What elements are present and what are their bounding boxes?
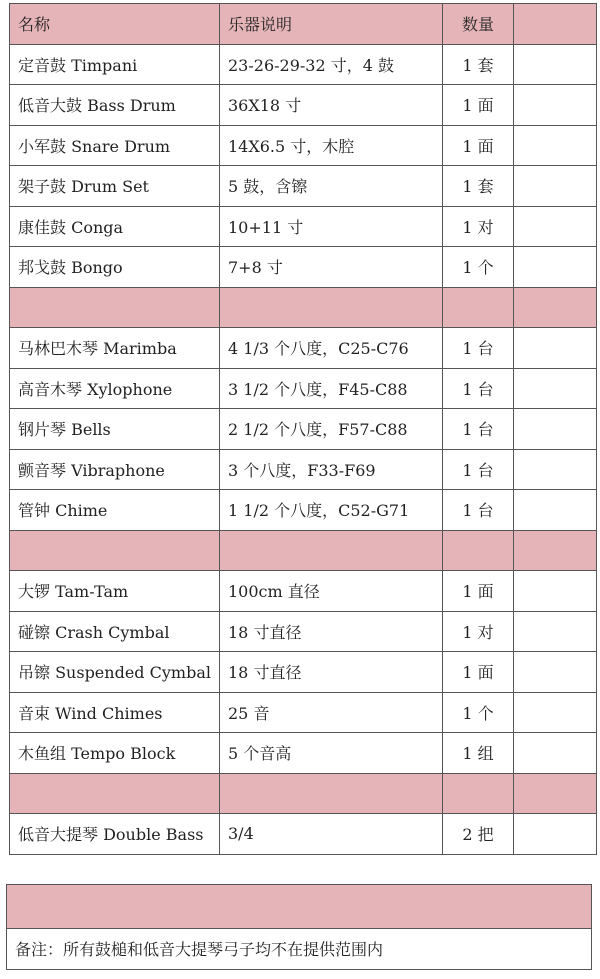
instrument-desc: 36X18 寸 (220, 85, 443, 126)
instrument-table-body (10, 4, 597, 855)
instrument-qty: 1 个 (443, 692, 514, 733)
empty-cell (514, 247, 597, 288)
instrument-name: 邦戈鼓 Bongo (10, 247, 220, 288)
empty-cell (514, 206, 597, 247)
instrument-desc: 5 个音高 (220, 733, 443, 774)
instrument-qty: 1 组 (443, 733, 514, 774)
section-divider-cell (220, 530, 443, 571)
instrument-qty: 1 面 (443, 85, 514, 126)
section-divider-cell (10, 287, 220, 328)
instrument-qty: 2 把 (443, 814, 514, 855)
instrument-name: 低音大提琴 Double Bass (10, 814, 220, 855)
header-row (10, 4, 597, 45)
table-row (10, 571, 597, 612)
instrument-desc: 2 1/2 个八度，F57-C88 (220, 409, 443, 450)
section-divider (10, 773, 597, 814)
section-divider (10, 287, 597, 328)
note-box (6, 884, 592, 970)
table-row (10, 247, 597, 288)
instrument-name: 吊镲 Suspended Cymbal (10, 652, 220, 693)
section-divider-cell (220, 287, 443, 328)
instrument-name: 碰镲 Crash Cymbal (10, 611, 220, 652)
instrument-desc: 4 1/3 个八度，C25-C76 (220, 328, 443, 369)
section-divider-cell (514, 530, 597, 571)
table-row (10, 44, 597, 85)
instrument-desc: 18 寸直径 (220, 611, 443, 652)
empty-cell (514, 125, 597, 166)
table-row (10, 206, 597, 247)
instrument-name: 钢片琴 Bells (10, 409, 220, 450)
section-divider (10, 530, 597, 571)
table-row (10, 652, 597, 693)
empty-cell (514, 814, 597, 855)
instrument-qty: 1 台 (443, 368, 514, 409)
instrument-qty: 1 台 (443, 449, 514, 490)
instrument-qty: 1 台 (443, 490, 514, 531)
instrument-desc: 3 个八度，F33-F69 (220, 449, 443, 490)
instrument-desc: 100cm 直径 (220, 571, 443, 612)
empty-cell (514, 611, 597, 652)
instrument-qty: 1 面 (443, 125, 514, 166)
empty-cell (514, 490, 597, 531)
instrument-desc: 18 寸直径 (220, 652, 443, 693)
table-row (10, 368, 597, 409)
header-desc: 乐器说明 (220, 4, 443, 45)
instrument-name: 定音鼓 Timpani (10, 44, 220, 85)
instrument-desc: 14X6.5 寸，木腔 (220, 125, 443, 166)
instrument-qty: 1 套 (443, 166, 514, 207)
instrument-qty: 1 对 (443, 611, 514, 652)
section-divider-cell (514, 773, 597, 814)
table-row (10, 449, 597, 490)
instrument-desc: 23-26-29-32 寸，4 鼓 (220, 44, 443, 85)
table-row (10, 733, 597, 774)
instrument-desc: 5 鼓，含镲 (220, 166, 443, 207)
instrument-name: 马林巴木琴 Marimba (10, 328, 220, 369)
header-name: 名称 (10, 4, 220, 45)
section-divider-cell (443, 530, 514, 571)
section-divider-cell (10, 530, 220, 571)
empty-cell (514, 409, 597, 450)
instrument-name: 木鱼组 Tempo Block (10, 733, 220, 774)
section-divider-cell (10, 773, 220, 814)
note-text: 备注：所有鼓槌和低音大提琴弓子均不在提供范围内 (15, 940, 384, 959)
empty-cell (514, 328, 597, 369)
section-divider-cell (220, 773, 443, 814)
table-row (10, 490, 597, 531)
table-row (10, 125, 597, 166)
section-divider-cell (443, 287, 514, 328)
instrument-name: 管钟 Chime (10, 490, 220, 531)
empty-cell (514, 449, 597, 490)
instrument-desc: 3/4 (220, 814, 443, 855)
instrument-name: 小军鼓 Snare Drum (10, 125, 220, 166)
instrument-table (9, 3, 597, 855)
table-row (10, 85, 597, 126)
table-row (10, 328, 597, 369)
instrument-name: 低音大鼓 Bass Drum (10, 85, 220, 126)
instrument-qty: 1 台 (443, 409, 514, 450)
instrument-desc: 7+8 寸 (220, 247, 443, 288)
instrument-name: 康佳鼓 Conga (10, 206, 220, 247)
header-qty: 数量 (443, 4, 514, 45)
instrument-desc: 10+11 寸 (220, 206, 443, 247)
instrument-name: 架子鼓 Drum Set (10, 166, 220, 207)
instrument-name: 大锣 Tam-Tam (10, 571, 220, 612)
instrument-name: 音束 Wind Chimes (10, 692, 220, 733)
empty-cell (514, 652, 597, 693)
instrument-qty: 1 对 (443, 206, 514, 247)
section-divider-cell (443, 773, 514, 814)
note-band (7, 885, 591, 929)
instrument-qty: 1 台 (443, 328, 514, 369)
instrument-desc: 25 音 (220, 692, 443, 733)
instrument-name: 颤音琴 Vibraphone (10, 449, 220, 490)
table-row (10, 409, 597, 450)
section-divider-cell (514, 287, 597, 328)
instrument-name: 高音木琴 Xylophone (10, 368, 220, 409)
empty-cell (514, 85, 597, 126)
table-row (10, 814, 597, 855)
instrument-qty: 1 个 (443, 247, 514, 288)
empty-cell (514, 44, 597, 85)
instrument-desc: 1 1/2 个八度，C52-G71 (220, 490, 443, 531)
empty-cell (514, 571, 597, 612)
table-row (10, 692, 597, 733)
empty-cell (514, 368, 597, 409)
instrument-qty: 1 面 (443, 652, 514, 693)
header-empty (514, 4, 597, 45)
table-row (10, 166, 597, 207)
empty-cell (514, 692, 597, 733)
empty-cell (514, 166, 597, 207)
empty-cell (514, 733, 597, 774)
instrument-desc: 3 1/2 个八度，F45-C88 (220, 368, 443, 409)
instrument-qty: 1 面 (443, 571, 514, 612)
table-row (10, 611, 597, 652)
instrument-qty: 1 套 (443, 44, 514, 85)
